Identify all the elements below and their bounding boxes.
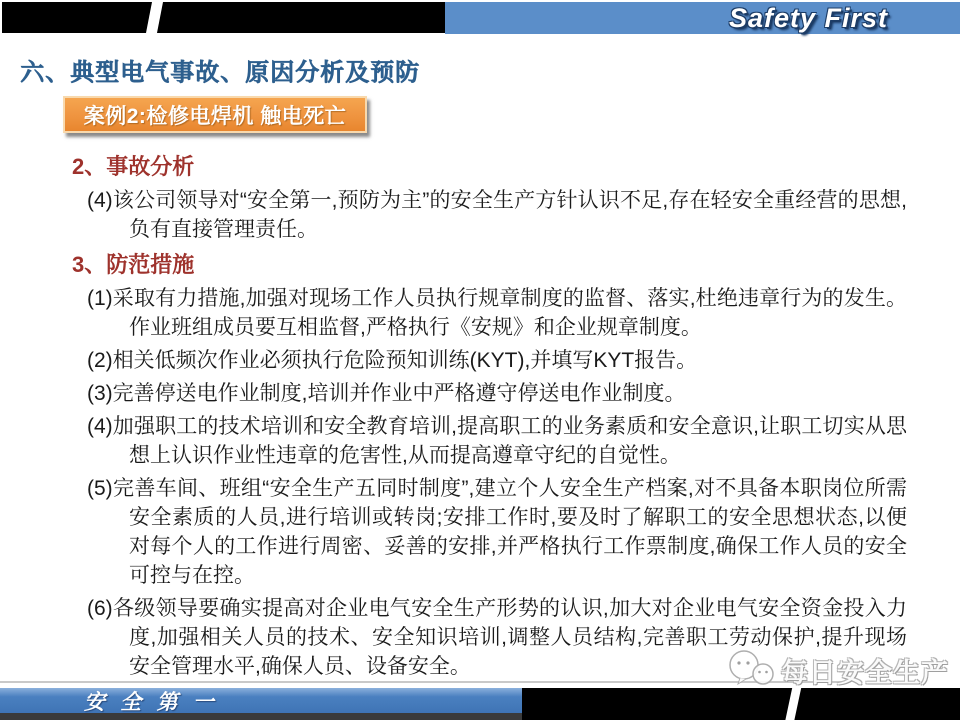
measure-paragraph-6: (6)各级领导要确实提高对企业电气安全生产形势的认识,加大对企业电气安全资金投入力度,加强相关人员的技术、安全知识培训,调整人员结构,完善职工劳动保护,提升现场安全管理水平,确保人员、设备安全。: [87, 597, 907, 678]
footer-divider-line: [0, 681, 842, 683]
banner-title: Safety First: [728, 2, 888, 33]
section-title: 六、典型电气事故、原因分析及预防: [20, 57, 420, 86]
prevention-measures-heading: 3、防范措施: [72, 252, 195, 277]
measure-paragraph-1: (1)采取有力措施,加强对现场工作人员执行规章制度的监督、落实,杜绝违章行为的发生。作业班组成员要互相监督,严格执行《安规》和企业规章制度。: [87, 287, 907, 339]
measure-paragraph-5: (5)完善车间、班组“安全生产五同时制度”,建立个人安全生产档案,对不具备本职岗位所需安全素质的人员,进行培训或转岗;安排工作时,要及时了解职工的安全思想状态,以便对每个人的工作进行周密、妥善的安排,并严格执行工作票制度,确保工作人员的安全可控与在控。: [87, 477, 907, 587]
slide-body: [72, 146, 907, 685]
measure-paragraph-2: (2)相关低频次作业必须执行危险预知训练(KYT),并填写KYT报告。: [87, 349, 698, 372]
watermark-text: 每日安全生产: [781, 657, 949, 688]
footer-black-bar: [522, 688, 960, 720]
footer-banner: [0, 688, 522, 713]
top-black-bar: [2, 2, 445, 33]
measure-paragraph-4: (4)加强职工的技术培训和安全教育培训,提高职工的业务素质和安全意识,让职工切实从思想上认识作业性违章的危害性,从而提高遵章守纪的自觉性。: [87, 415, 907, 467]
measure-paragraph-3: (3)完善停送电作业制度,培训并作业中严格遵守停送电作业制度。: [87, 382, 686, 405]
case-title-label: 案例2:检修电焊机 触电死亡: [83, 104, 347, 128]
case-title-box: [63, 96, 367, 133]
wechat-logo-icon: [726, 648, 778, 692]
header-banner: [445, 2, 960, 34]
footer-slogan: 安 全 第 一: [84, 688, 218, 714]
accident-analysis-heading: 2、事故分析: [72, 154, 195, 179]
analysis-paragraph: (4)该公司领导对“安全第一,预防为主”的安全生产方针认识不足,存在轻安全重经营的思想,负有直接管理责任。: [87, 189, 907, 241]
watermark: [726, 648, 958, 692]
